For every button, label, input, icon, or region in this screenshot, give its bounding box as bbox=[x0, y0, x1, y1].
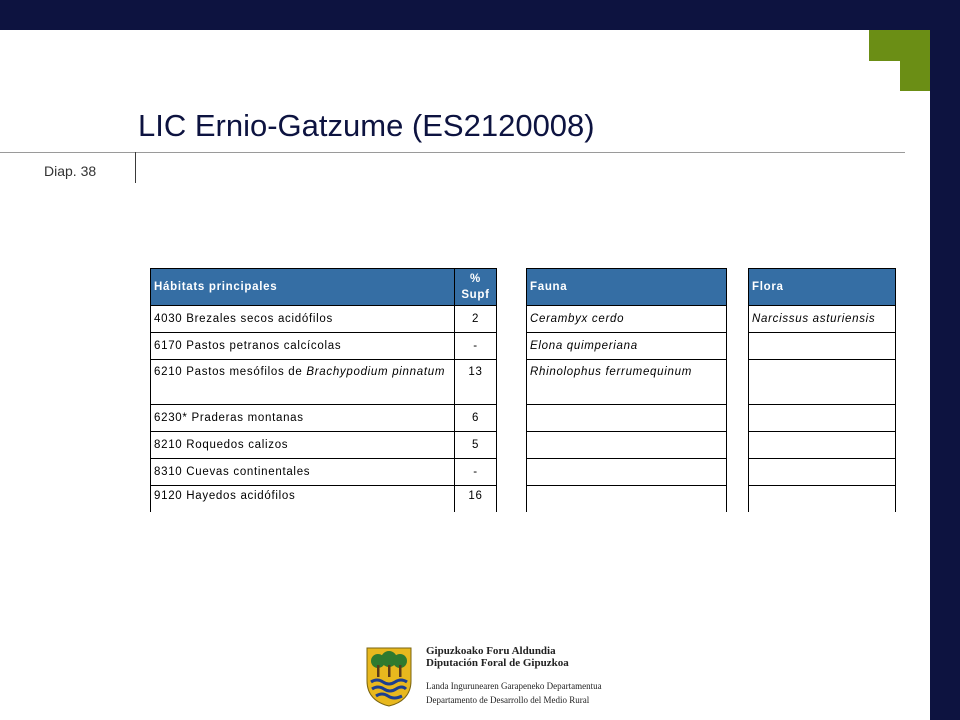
habitat-cell: 6170 Pastos petranos calcícolas bbox=[151, 333, 455, 360]
habitat-cell: 8310 Cuevas continentales bbox=[151, 459, 455, 486]
pct-cell: 16 bbox=[455, 486, 497, 526]
pct-cell: 2 bbox=[455, 306, 497, 333]
table-row bbox=[151, 333, 896, 360]
table-row bbox=[151, 405, 896, 432]
pct-cell: - bbox=[455, 459, 497, 486]
table-row bbox=[151, 360, 896, 405]
fauna-cell bbox=[527, 459, 727, 486]
header-fauna: Fauna bbox=[527, 269, 727, 306]
table-row bbox=[151, 306, 896, 333]
fauna-cell: Cerambyx cerdo bbox=[527, 306, 727, 333]
fauna-cell: Elona quimperiana bbox=[527, 333, 727, 360]
habitat-cell: 4030 Brezales secos acidófilos bbox=[151, 306, 455, 333]
flora-cell: Narcissus asturiensis bbox=[749, 306, 896, 333]
fauna-cell bbox=[527, 432, 727, 459]
header-flora: Flora bbox=[749, 269, 896, 306]
table-row bbox=[151, 432, 896, 459]
slide-number: Diap. 38 bbox=[44, 163, 97, 179]
header-pct bbox=[455, 269, 497, 306]
decor-square-small bbox=[869, 30, 900, 61]
flora-cell bbox=[749, 333, 896, 360]
table-row bbox=[151, 459, 896, 486]
flora-cell bbox=[749, 432, 896, 459]
flora-cell bbox=[749, 360, 896, 405]
org-name-spanish: Diputación Foral de Gipuzkoa bbox=[426, 657, 569, 669]
table-crop-mask bbox=[140, 512, 910, 526]
habitats-table bbox=[150, 268, 896, 526]
habitat-species: Brachypodium pinnatum bbox=[306, 366, 446, 378]
dept-name-basque: Landa Ingurunearen Garapeneko Departamentua bbox=[426, 681, 602, 691]
pct-cell: 6 bbox=[455, 405, 497, 432]
header-habitats: Hábitats principales bbox=[151, 269, 455, 306]
pct-cell: 13 bbox=[455, 360, 497, 405]
habitat-cell bbox=[151, 360, 455, 405]
fauna-cell: Rhinolophus ferrumequinum bbox=[527, 360, 727, 405]
habitat-cell: 8210 Roquedos calizos bbox=[151, 432, 455, 459]
number-divider bbox=[135, 152, 136, 183]
right-bar bbox=[930, 0, 960, 720]
decor-square-large bbox=[900, 30, 930, 91]
top-bar bbox=[0, 0, 960, 30]
fauna-cell bbox=[527, 405, 727, 432]
slide-title: LIC Ernio-Gatzume (ES2120008) bbox=[138, 108, 595, 143]
gipuzkoa-coat-of-arms-icon bbox=[366, 647, 412, 707]
habitat-cell: 9120 Hayedos acidófilos bbox=[151, 486, 455, 526]
pct-cell: - bbox=[455, 333, 497, 360]
table-header-row bbox=[151, 269, 896, 306]
flora-cell bbox=[749, 459, 896, 486]
habitat-text: 6210 Pastos mesófilos de bbox=[154, 366, 307, 378]
dept-name-spanish: Departamento de Desarrollo del Medio Rural bbox=[426, 695, 590, 705]
pct-cell: 5 bbox=[455, 432, 497, 459]
header-pct-label: Supf bbox=[461, 289, 490, 301]
header-pct-symbol: % bbox=[470, 273, 481, 285]
habitat-cell: 6230* Praderas montanas bbox=[151, 405, 455, 432]
org-name-basque: Gipuzkoako Foru Aldundia bbox=[426, 645, 556, 657]
flora-cell bbox=[749, 405, 896, 432]
